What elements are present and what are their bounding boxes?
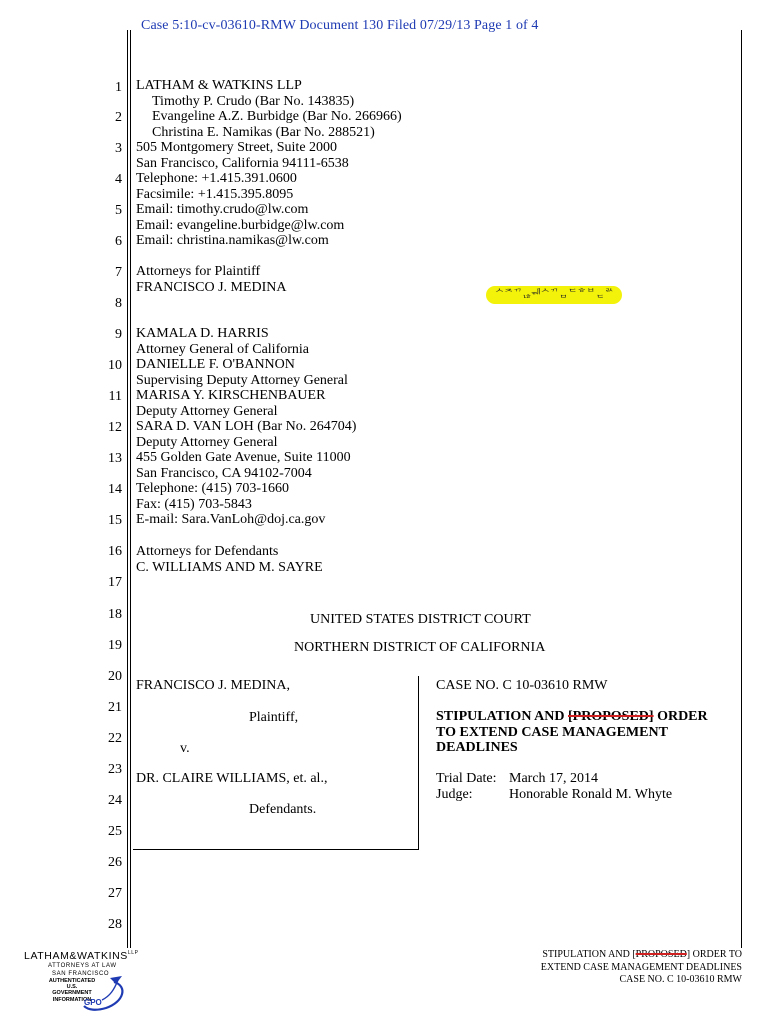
attorney-name: Christina E. Namikas (Bar No. 288521): [152, 124, 375, 140]
line-number: 18: [108, 607, 122, 622]
line-number: 7: [115, 265, 122, 280]
caption-divider-horizontal: [133, 849, 419, 850]
counsel-line: E-mail: Sara.VanLoh@doj.ca.gov: [136, 512, 326, 527]
gpo-seal-line: U.S. GOVERNMENT: [52, 984, 92, 997]
trial-date-value: March 17, 2014: [509, 771, 599, 786]
footer-title-prefix: STIPULATION AND [: [542, 949, 636, 960]
line-number: 10: [108, 358, 122, 373]
gpo-label: GPO: [84, 998, 102, 1007]
highlighted-stamp: ᄉᄌᄁᆭᆐᄉᄁᆷᄃᄒᄇᆮᄅᄉ: [486, 286, 622, 304]
left-margin-rule-inner: [130, 30, 131, 948]
line-number: 22: [108, 731, 122, 746]
counsel-line: KAMALA D. HARRIS: [136, 326, 269, 341]
defense-attorneys-for: [136, 544, 323, 575]
footer-case-number: CASE NO. C 10-03610 RMW: [619, 974, 742, 985]
caption-versus: v.: [180, 741, 190, 756]
plaintiff-attorneys-for: [136, 264, 287, 295]
email: Email: timothy.crudo@lw.com: [136, 202, 309, 217]
attorney-name: Timothy P. Crudo (Bar No. 143835): [152, 93, 355, 109]
line-number: 20: [108, 669, 122, 684]
line-number: 24: [108, 793, 122, 808]
line-number: 2: [115, 110, 122, 125]
line-number: 23: [108, 762, 122, 777]
document-title-line3: DEADLINES: [436, 740, 518, 755]
plaintiff-counsel-block: [136, 78, 402, 249]
email: Email: evangeline.burbidge@lw.com: [136, 217, 345, 233]
firm-logo-suffix: LLP: [127, 950, 139, 956]
line-number: 1: [115, 80, 122, 95]
footer-title-suffix: ] ORDER TO: [686, 949, 742, 960]
footer-line1: [541, 949, 742, 962]
line-number: 14: [108, 482, 122, 497]
telephone: Telephone: +1.415.391.0600: [136, 171, 297, 186]
address-line: 505 Montgomery Street, Suite 2000: [136, 140, 338, 155]
title-prefix: STIPULATION AND: [436, 709, 568, 724]
client-name: FRANCISCO J. MEDINA: [136, 279, 287, 295]
counsel-line: Deputy Attorney General: [136, 434, 278, 450]
line-number: 13: [108, 451, 122, 466]
facsimile: Facsimile: +1.415.395.8095: [136, 186, 294, 202]
title-suffix: ORDER: [653, 709, 708, 724]
counsel-line: 455 Golden Gate Avenue, Suite 11000: [136, 450, 351, 465]
footer-line2: EXTEND CASE MANAGEMENT DEADLINES: [540, 961, 742, 973]
document-title: [436, 709, 708, 725]
firm-logo: [24, 950, 139, 962]
line-number: 15: [108, 513, 122, 528]
document-title-line2: TO EXTEND CASE MANAGEMENT: [436, 725, 668, 740]
judge-value: Honorable Ronald M. Whyte: [509, 787, 673, 802]
caption-defendants: DR. CLAIRE WILLIAMS, et. al.,: [136, 771, 328, 786]
footer-struck-word: PROPOSED: [635, 949, 687, 960]
attorney-name: Evangeline A.Z. Burbidge (Bar No. 266966): [152, 109, 402, 124]
line-number: 11: [108, 389, 122, 404]
address-line: San Francisco, California 94111-6538: [136, 155, 349, 171]
right-margin-rule: [741, 30, 742, 948]
counsel-line: San Francisco, CA 94102-7004: [136, 465, 312, 481]
court-district: NORTHERN DISTRICT OF CALIFORNIA: [294, 640, 546, 655]
counsel-line: Fax: (415) 703-5843: [136, 496, 252, 512]
counsel-line: SARA D. VAN LOH (Bar No. 264704): [136, 419, 357, 434]
line-number: 28: [108, 917, 122, 932]
line-number: 25: [108, 824, 122, 839]
case-number: CASE NO. C 10-03610 RMW: [436, 678, 608, 693]
line-number: 16: [108, 544, 122, 559]
counsel-line: Deputy Attorney General: [136, 403, 278, 419]
firm-name: LATHAM & WATKINS LLP: [136, 78, 302, 93]
line-number: 6: [115, 234, 122, 249]
gpo-seal-line: INFORMATION: [52, 996, 92, 1003]
caption-plaintiff-role: Plaintiff,: [249, 710, 299, 725]
firm-subtitle: ATTORNEYS AT LAW: [48, 963, 117, 969]
counsel-line: DANIELLE F. O'BANNON: [136, 357, 295, 372]
firm-city: SAN FRANCISCO: [52, 971, 110, 977]
firm-logo-name: LATHAM&WATKINS: [24, 950, 128, 962]
line-number: 8: [115, 296, 122, 311]
line-number: 4: [115, 172, 122, 187]
counsel-line: Telephone: (415) 703-1660: [136, 481, 289, 496]
court-name: UNITED STATES DISTRICT COURT: [310, 612, 531, 627]
caption-plaintiff: FRANCISCO J. MEDINA,: [136, 678, 291, 693]
judge-label: Judge:: [436, 787, 473, 802]
line-number: 12: [108, 420, 122, 435]
left-margin-rule-outer: [127, 30, 128, 948]
line-number: 26: [108, 855, 122, 870]
counsel-line: Attorney General of California: [136, 341, 309, 357]
attorneys-for-label: Attorneys for Plaintiff: [136, 264, 261, 279]
line-number: 3: [115, 141, 122, 156]
line-number: 19: [108, 638, 122, 653]
title-struck-word: [PROPOSED]: [568, 709, 654, 724]
caption-defendants-role: Defendants.: [249, 802, 317, 817]
attorneys-for-label: Attorneys for Defendants: [136, 544, 279, 559]
line-number: 17: [108, 575, 122, 590]
line-number: 21: [108, 700, 122, 715]
client-name: C. WILLIAMS AND M. SAYRE: [136, 559, 323, 575]
defense-counsel-block: [136, 326, 356, 528]
gpo-seal-line: AUTHENTICATED: [48, 978, 96, 984]
counsel-line: Supervising Deputy Attorney General: [136, 372, 348, 388]
email: Email: christina.namikas@lw.com: [136, 233, 329, 248]
caption-divider-vertical: [418, 676, 419, 850]
trial-date-label: Trial Date:: [436, 771, 497, 786]
counsel-line: MARISA Y. KIRSCHENBAUER: [136, 388, 326, 403]
line-number: 27: [108, 886, 122, 901]
line-number: 5: [115, 203, 122, 218]
case-header: Case 5:10-cv-03610-RMW Document 130 Filed 07/29/13 Page 1 of 4: [141, 18, 539, 33]
footer-document-title: [541, 949, 742, 987]
line-number: 9: [115, 327, 122, 342]
